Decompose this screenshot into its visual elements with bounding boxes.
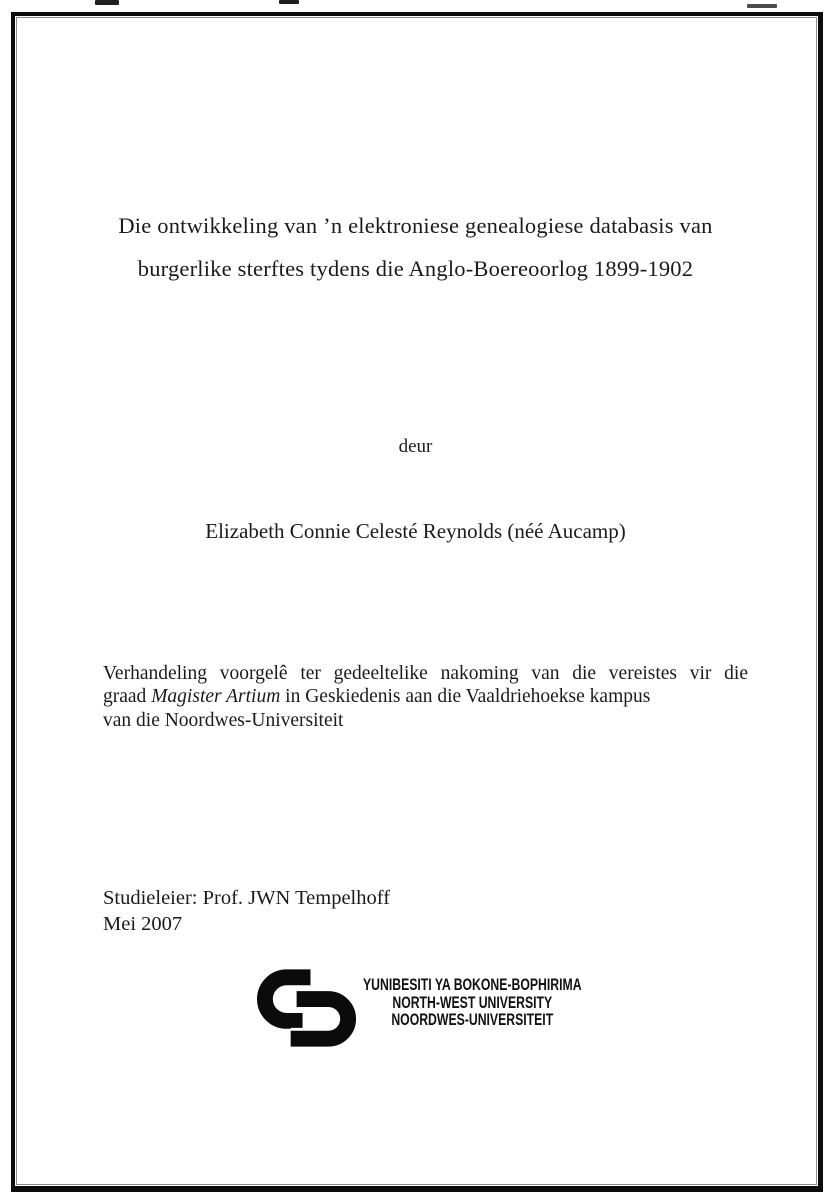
submission-statement <box>103 662 748 732</box>
supervisor-line: Studieleier: Prof. JWN Tempelhoff <box>103 887 391 909</box>
thesis-title-line2: burgerlike sterftes tydens die Anglo-Boereoorlog 1899-1902 <box>137 256 694 281</box>
university-name-afrikaans: NOORDWES-UNIVERSITEIT <box>391 1010 554 1029</box>
supervisor-and-date <box>103 885 390 937</box>
submission-line2-suffix: in Geskiedenis aan die Vaaldriehoekse kampus <box>280 686 651 708</box>
scan-artifact-mark <box>279 0 299 4</box>
university-logo-lockup <box>257 969 667 1049</box>
submission-line1: Verhandeling voorgelê ter gedeeltelike nakoming van die vereistes vir die <box>103 663 748 684</box>
scan-artifact-mark <box>747 4 777 8</box>
author-name: Elizabeth Connie Celesté Reynolds (néé Aucamp) <box>205 519 626 543</box>
submission-line2 <box>103 685 748 708</box>
thesis-title <box>40 204 791 290</box>
submission-line3: van die Noordwes-Universiteit <box>103 709 344 731</box>
nwu-interlocking-links-icon <box>257 969 360 1049</box>
university-name-setswana: YUNIBESITI YA BOKONE-BOPHIRIMA <box>363 975 582 994</box>
university-name-english: NORTH-WEST UNIVERSITY <box>392 992 553 1012</box>
byline-deur: deur <box>398 436 433 457</box>
thesis-title-line1: Die ontwikkeling van ’n elektroniese genealogiese databasis van <box>118 213 713 238</box>
university-names <box>363 976 582 1029</box>
scan-artifact-mark <box>95 0 119 5</box>
submission-line2-prefix: graad <box>103 686 152 708</box>
degree-name-italic: Magister Artium <box>151 686 281 708</box>
date-line: Mei 2007 <box>103 913 183 935</box>
